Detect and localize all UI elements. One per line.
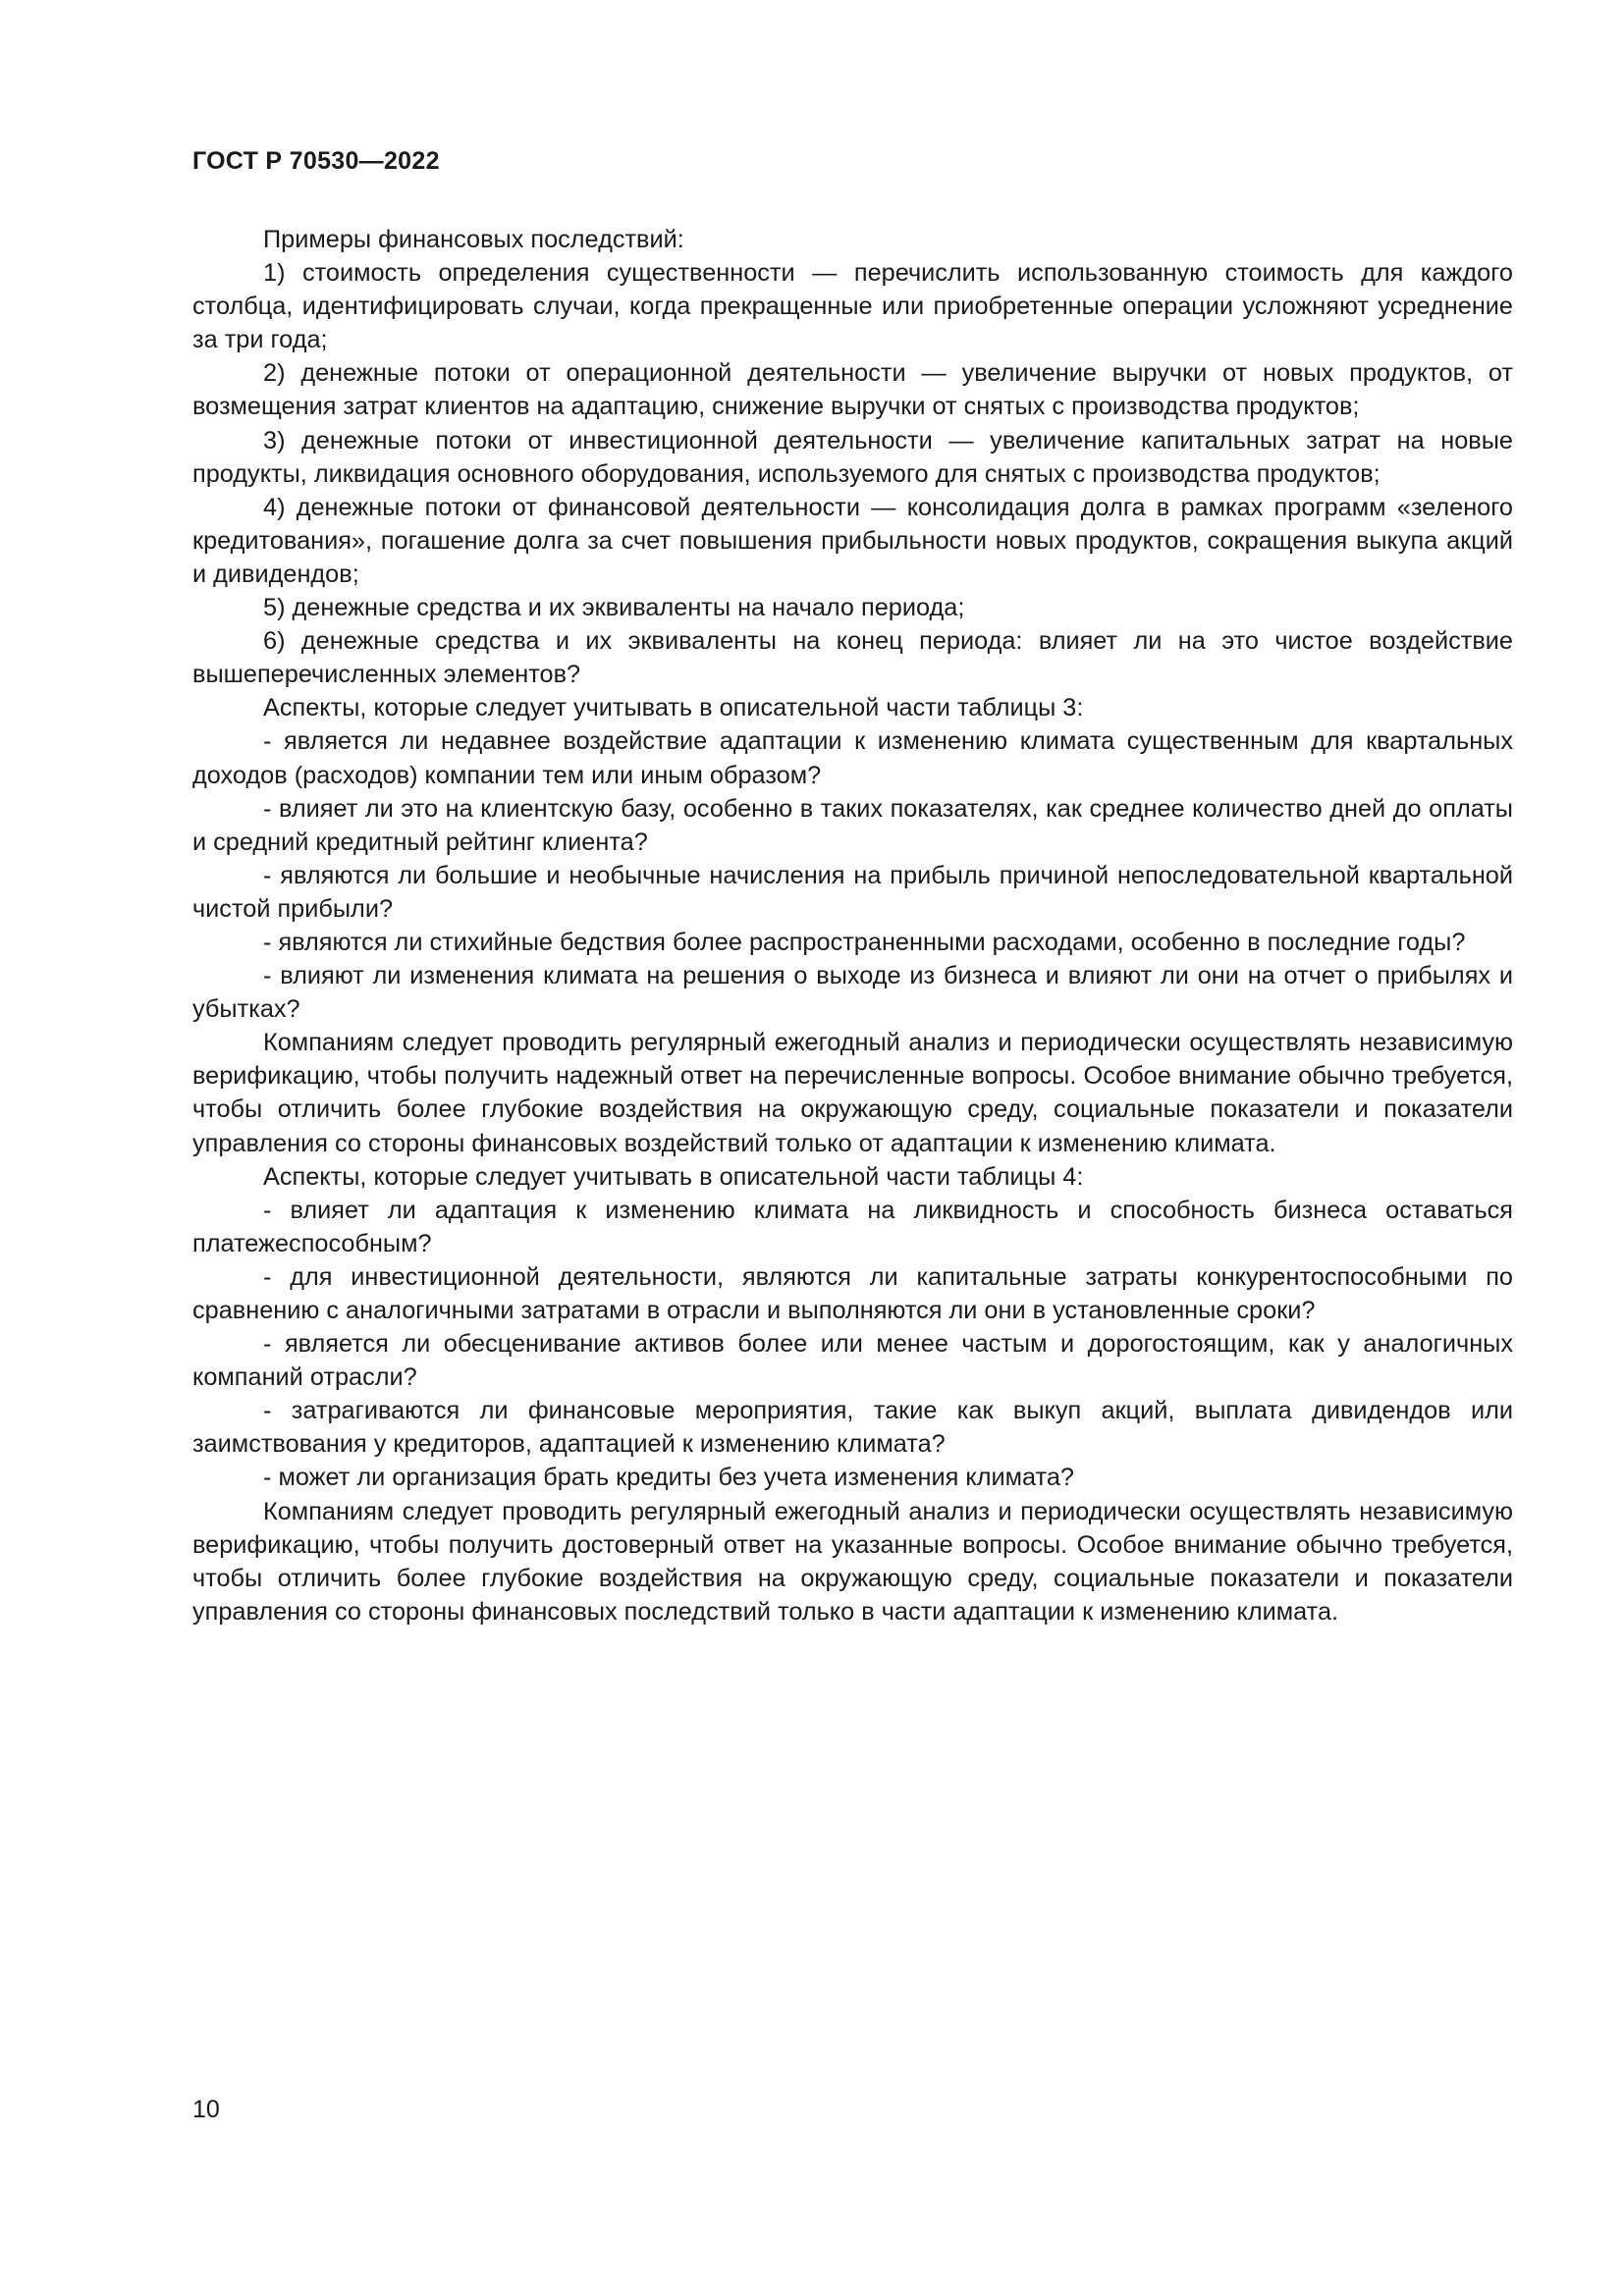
list-item-2: 2) денежные потоки от операционной деятельности — увеличение выручки от новых продуктов, от возмещения затрат клиентов на адаптацию, снижение выручки от снятых с производства продуктов; [192, 359, 1513, 421]
bullet-item: - влияют ли изменения климата на решения о выходе из бизнеса и влияют ли они на отчет о прибылях и убытках? [192, 962, 1513, 1024]
list-item-1: 1) стоимость определения существенности — перечислить использованную стоимость для каждого столбца, идентифицировать случаи, когда прекращенные или приобретенные операции усложняют усреднение за три года; [192, 259, 1513, 354]
bullet-item: - является ли недавнее воздействие адаптации к изменению климата существенным для квартальных доходов (расходов) компании тем или иным образом? [192, 727, 1513, 789]
paragraph-table3-aspects: Аспекты, которые следует учитывать в описательной части таблицы 3: [263, 694, 1084, 722]
list-item-3: 3) денежные потоки от инвестиционной деятельности — увеличение капитальных затрат на новые продукты, ликвидация основного оборудования, используемого для снятых с производства продуктов; [192, 426, 1513, 488]
paragraph-annual-analysis: Компаниям следует проводить регулярный ежегодный анализ и периодически осуществлять независимую верификацию, чтобы получить надежный ответ на перечисленные вопросы. Особое внимание обычно требуется, чтобы отличить более глубокие воздействия на окружающую среду, социальные показатели и показатели управления со стороны финансовых воздействий только от адаптации к изменению климата. [192, 1029, 1513, 1157]
bullet-item: - являются ли стихийные бедствия более распространенными расходами, особенно в последние годы? [263, 928, 1466, 956]
bullet-item: - является ли обесценивание активов более или менее частым и дорогостоящим, как у аналогичных компаний отрасли? [192, 1330, 1513, 1392]
document-body [192, 223, 1513, 1629]
list-item-6: 6) денежные средства и их эквиваленты на конец периода: влияет ли на это чистое воздействие вышеперечисленных элементов? [192, 627, 1513, 689]
bullet-item: - для инвестиционной деятельности, являются ли капитальные затраты конкурентоспособными по сравнению с аналогичными затратами в отрасли и выполняются ли они в установленные сроки? [192, 1262, 1513, 1324]
list-item-5: 5) денежные средства и их эквиваленты на начало периода; [263, 594, 965, 622]
document-header: ГОСТ Р 70530—2022 [192, 147, 440, 175]
paragraph-annual-analysis-final: Компаниям следует проводить регулярный ежегодный анализ и периодически осуществлять независимую верификацию, чтобы получить достоверный ответ на указанные вопросы. Особое внимание обычно требуется, чтобы отличить более глубокие воздействия на окружающую среду, социальные показатели и показатели управления со стороны финансовых последствий только в части адаптации к изменению климата. [192, 1497, 1513, 1626]
bullet-item: - влияет ли это на клиентскую базу, особенно в таких показателях, как среднее количество дней до оплаты и средний кредитный рейтинг клиента? [192, 794, 1513, 856]
bullet-item: - может ли организация брать кредиты без учета изменения климата? [263, 1464, 1074, 1492]
bullet-item: - являются ли большие и необычные начисления на прибыль причиной непоследовательной квартальной чистой прибыли? [192, 861, 1513, 923]
bullet-item: - влияет ли адаптация к изменению климата на ликвидность и способность бизнеса оставаться платежеспособным? [192, 1196, 1513, 1257]
paragraph-examples-intro: Примеры финансовых последствий: [263, 226, 684, 253]
page-number: 10 [192, 2096, 220, 2123]
bullet-item: - затрагиваются ли финансовые мероприятия, такие как выкуп акций, выплата дивидендов или заимствования у кредиторов, адаптацией к изменению климата? [192, 1397, 1513, 1459]
paragraph-table4-aspects: Аспекты, которые следует учитывать в описательной части таблицы 4: [263, 1162, 1084, 1191]
list-item-4: 4) денежные потоки от финансовой деятельности — консолидация долга в рамках программ «зеленого кредитования», погашение долга за счет повышения прибыльности новых продуктов, сокращения выкупа акций и дивидендов; [192, 493, 1513, 588]
